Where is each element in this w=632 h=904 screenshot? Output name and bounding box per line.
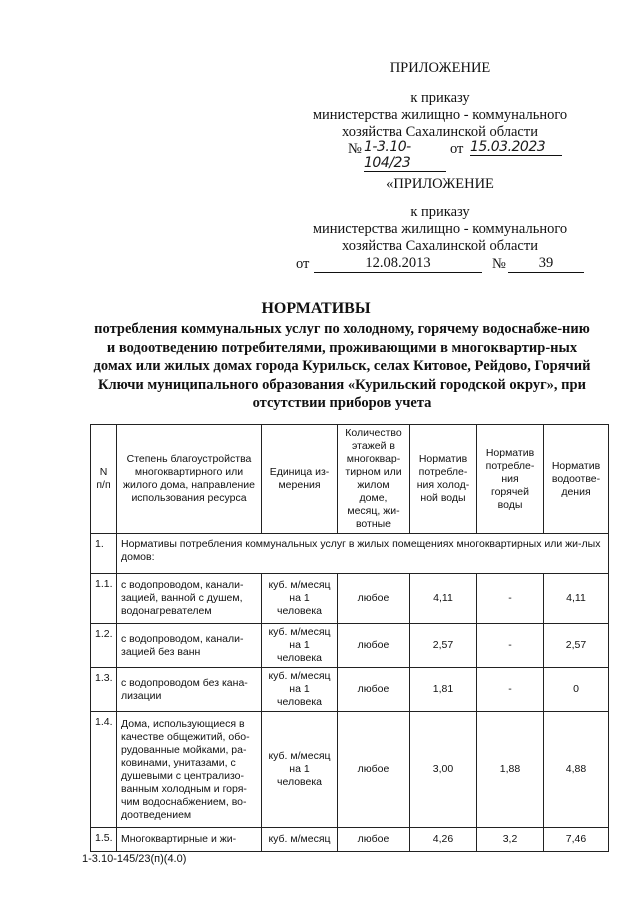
table-row — [91, 828, 609, 852]
number-prefix: № — [348, 141, 362, 157]
order2-date: 12.08.2013 — [314, 254, 482, 273]
appendix-title: ПРИЛОЖЕНИЕ — [389, 60, 491, 76]
order2-date-number-line — [296, 254, 596, 274]
row-unit: куб. м/месяц на 1 человека — [262, 668, 338, 712]
appendix2-line-3: хозяйства Сахалинской области — [342, 238, 538, 254]
date2-prefix: от — [296, 256, 310, 272]
row-floors: любое — [338, 712, 410, 828]
row-drainage: 2,57 — [544, 624, 609, 668]
order-number-handwritten: 1-3.10-104/23 — [364, 139, 446, 172]
row-num: 1.5. — [91, 828, 117, 852]
row-drainage: 0 — [544, 668, 609, 712]
row-drainage: 7,46 — [544, 828, 609, 852]
row-floors: любое — [338, 574, 410, 624]
row-cold-water: 1,81 — [410, 668, 477, 712]
col-header-floors: Количество этажей в многоквар-тирном или жилом доме, месяц, жи-вотные — [338, 425, 410, 534]
row-cold-water: 4,11 — [410, 574, 477, 624]
col-header-drainage: Норматив водоотве-дения — [544, 425, 609, 534]
row-unit: куб. м/месяц на 1 человека — [262, 574, 338, 624]
row-drainage: 4,88 — [544, 712, 609, 828]
table-row — [91, 624, 609, 668]
number2-prefix: № — [492, 256, 506, 272]
col-header-cold-water: Норматив потребле-ния холод-ной воды — [410, 425, 477, 534]
row-num: 1.2. — [91, 624, 117, 668]
row-hot-water: - — [477, 574, 544, 624]
row-description: Многоквартирные и жи- — [117, 828, 262, 852]
section-text: Нормативы потребления коммунальных услуг в жилых помещениях многоквартирных или жи-лых домов: — [117, 534, 609, 574]
appendix-line-1: к приказу — [410, 90, 470, 106]
row-hot-water: 1,88 — [477, 712, 544, 828]
row-floors: любое — [338, 828, 410, 852]
row-floors: любое — [338, 668, 410, 712]
document-title: НОРМАТИВЫ — [261, 300, 371, 317]
row-cold-water: 4,26 — [410, 828, 477, 852]
appendix2-line-1: к приказу — [410, 204, 470, 220]
date-prefix: от — [450, 141, 464, 157]
row-description: Дома, использующиеся в качестве общежитий, обо-рудованные мойками, ра-ковинами, унитазами, с душевыми с централизо-ванным холодным и горя-чим водоснабжением, во-доотведением — [117, 712, 262, 828]
row-num: 1.4. — [91, 712, 117, 828]
row-hot-water: - — [477, 624, 544, 668]
table-header-row — [91, 425, 609, 534]
row-description: с водопроводом, канали-зацией, ванной с душем, водонагревателем — [117, 574, 262, 624]
order2-number: 39 — [508, 254, 584, 273]
col-header-unit: Единица из-мерения — [262, 425, 338, 534]
row-unit: куб. м/месяц на 1 человека — [262, 712, 338, 828]
row-cold-water: 3,00 — [410, 712, 477, 828]
document-subtitle: потребления коммунальных услуг по холодному, горячему водоснабже-нию и водоотведению потребителями, проживающими в многоквартир-ных домах или жилых домах города Курильск, селах Китовое, Рейдово, Горячий Ключи муниципального образования «Курильский городской округ», при отсутствии приборов учета — [93, 321, 591, 411]
order-date-handwritten: 15.03.2023 — [470, 139, 562, 156]
row-description: с водопроводом без кана-лизации — [117, 668, 262, 712]
section-row — [91, 534, 609, 574]
table-row — [91, 668, 609, 712]
col-header-description: Степень благоустройства многоквартирного или жилого дома, направление использования ресурса — [117, 425, 262, 534]
row-description: с водопроводом, канали-зацией без ванн — [117, 624, 262, 668]
section-num: 1. — [91, 534, 117, 574]
row-floors: любое — [338, 624, 410, 668]
norms-table — [90, 424, 609, 852]
col-header-num: N п/п — [91, 425, 117, 534]
row-hot-water: - — [477, 668, 544, 712]
appendix2-title: «ПРИЛОЖЕНИЕ — [386, 176, 494, 192]
table-row — [91, 574, 609, 624]
row-unit: куб. м/месяц на 1 человека — [262, 624, 338, 668]
row-cold-water: 2,57 — [410, 624, 477, 668]
row-num: 1.3. — [91, 668, 117, 712]
row-unit: куб. м/месяц — [262, 828, 338, 852]
row-hot-water: 3,2 — [477, 828, 544, 852]
order-number-line — [348, 139, 570, 171]
document-footer-code: 1-3.10-145/23(п)(4.0) — [82, 853, 187, 865]
row-drainage: 4,11 — [544, 574, 609, 624]
col-header-hot-water: Норматив потребле-ния горячей воды — [477, 425, 544, 534]
row-num: 1.1. — [91, 574, 117, 624]
table-row — [91, 712, 609, 828]
appendix-line-2: министерства жилищно - коммунального — [312, 107, 568, 123]
appendix-line-3: хозяйства Сахалинской области — [342, 124, 538, 140]
appendix2-line-2: министерства жилищно - коммунального — [312, 221, 568, 237]
